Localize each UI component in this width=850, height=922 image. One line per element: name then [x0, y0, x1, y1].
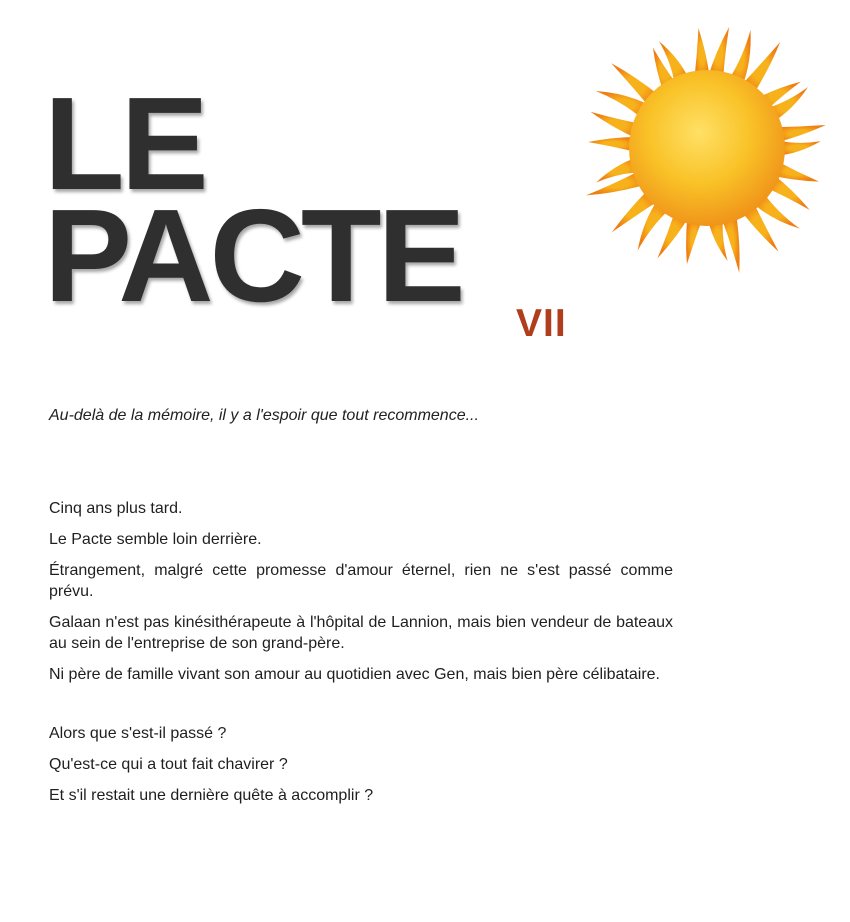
summary-text: [49, 498, 673, 816]
tagline: Au-delà de la mémoire, il y a l'espoir que tout recommence...: [49, 407, 479, 424]
title-line-1: LE: [44, 70, 205, 217]
paragraph-gap: [49, 695, 673, 723]
title-line-2: PACTE: [44, 182, 462, 329]
sun-icon: [572, 10, 842, 280]
book-title: [44, 70, 462, 329]
question-line: Alors que s'est-il passé ?: [49, 725, 227, 742]
summary-paragraph: Le Pacte semble loin derrière.: [49, 531, 262, 548]
summary-paragraph: Galaan n'est pas kinésithérapeute à l'hôpital de Lannion, mais bien vendeur de bateaux au sein de l'entreprise de son grand-père.: [49, 614, 673, 652]
summary-paragraph: Ni père de famille vivant son amour au quotidien avec Gen, mais bien père célibataire.: [49, 666, 660, 683]
question-line: Qu'est-ce qui a tout fait chavirer ?: [49, 756, 288, 773]
question-line: Et s'il restait une dernière quête à accomplir ?: [49, 787, 374, 804]
summary-paragraph: Cinq ans plus tard.: [49, 500, 183, 517]
summary-paragraph: Étrangement, malgré cette promesse d'amour éternel, rien ne s'est passé comme prévu.: [49, 562, 673, 600]
volume-number: VII: [516, 302, 567, 345]
sun-core: [629, 70, 785, 226]
